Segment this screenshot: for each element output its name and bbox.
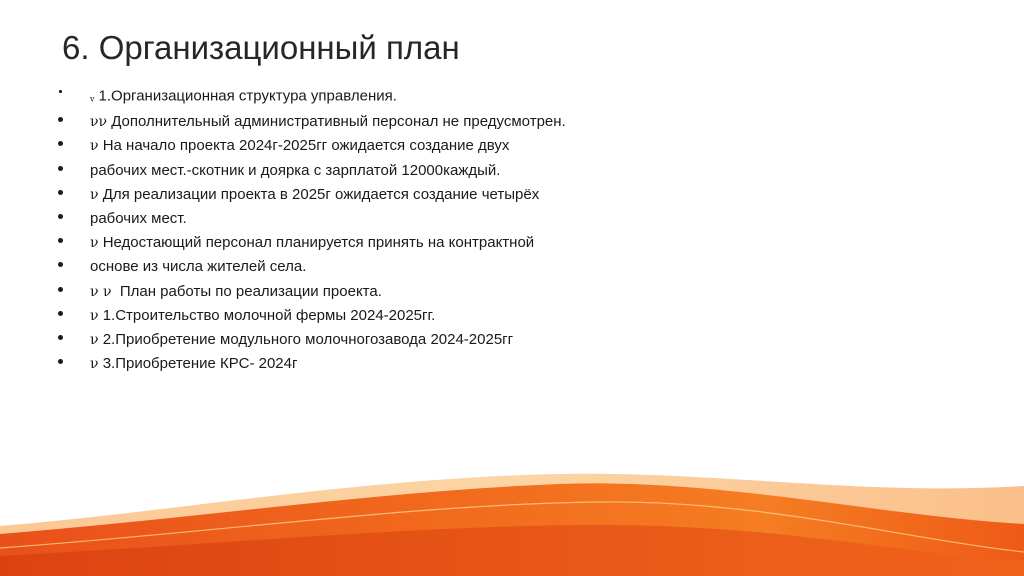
bullet-dot-icon <box>58 166 63 171</box>
bullet-content: Недостающий персонал планируется принять на контрактной <box>102 234 535 252</box>
bullet-dot-icon <box>58 287 63 292</box>
bullet-text <box>90 355 297 373</box>
bullet-text <box>90 162 500 180</box>
bullet-content: 1.Организационная структура управления. <box>98 87 397 105</box>
bullet-text <box>90 186 539 204</box>
decorative-wave <box>0 456 1024 576</box>
bullet-content: рабочих мест.-скотник и доярка с зарплатой 12000каждый. <box>90 161 501 179</box>
check-mark-icon: νν <box>90 114 108 131</box>
check-mark-icon: ν <box>90 138 99 155</box>
bullet-content: 2.Приобретение модульного молочногозавода 2024-2025гг <box>102 330 514 348</box>
bullet-content: Для реализации проекта в 2025г ожидается создание четырёх <box>102 185 540 203</box>
bullet-dot-icon <box>58 141 63 146</box>
bullet-dot-icon <box>58 190 63 195</box>
bullet-text <box>90 258 306 276</box>
bullet-content: План работы по реализации проекта. <box>119 282 382 300</box>
bullet-dot-icon <box>58 359 63 364</box>
bullet-dot-icon <box>59 90 62 93</box>
bullet-text <box>90 307 435 325</box>
bullet-text <box>90 137 509 155</box>
check-mark-icon: ν <box>90 186 99 203</box>
check-mark-icon: ν <box>90 331 99 348</box>
bullet-text <box>90 283 382 301</box>
bullet-content: 1.Строительство молочной фермы 2024-2025гг. <box>102 306 436 324</box>
check-mark-icon: ν <box>90 235 99 252</box>
bullet-content: рабочих мест. <box>90 210 187 228</box>
bullet-text <box>90 88 397 109</box>
check-mark-icon: v <box>90 94 95 104</box>
check-mark-icon: ν <box>90 356 99 373</box>
bullet-dot-icon <box>58 117 63 122</box>
bullet-dot-icon <box>58 262 63 267</box>
bullet-text <box>90 113 566 131</box>
bullet-content: 3.Приобретение КРС- 2024г <box>102 355 298 373</box>
bullet-content: Дополнительный административный персонал не предусмотрен. <box>111 113 566 131</box>
check-mark-icon: ν ν <box>90 283 112 300</box>
bullet-text <box>90 331 513 349</box>
bullet-dot-icon <box>58 214 63 219</box>
bullet-content: основе из числа жителей села. <box>90 258 307 276</box>
bullet-dot-icon <box>58 335 63 340</box>
slide-title: 6. Организационный план <box>62 29 460 66</box>
bullet-content: На начало проекта 2024г-2025гг ожидается создание двух <box>102 137 510 155</box>
bullet-dot-icon <box>58 238 63 243</box>
bullet-dot-icon <box>58 311 63 316</box>
bullet-text <box>90 234 534 252</box>
check-mark-icon: ν <box>90 307 99 324</box>
bullet-text <box>90 210 187 228</box>
